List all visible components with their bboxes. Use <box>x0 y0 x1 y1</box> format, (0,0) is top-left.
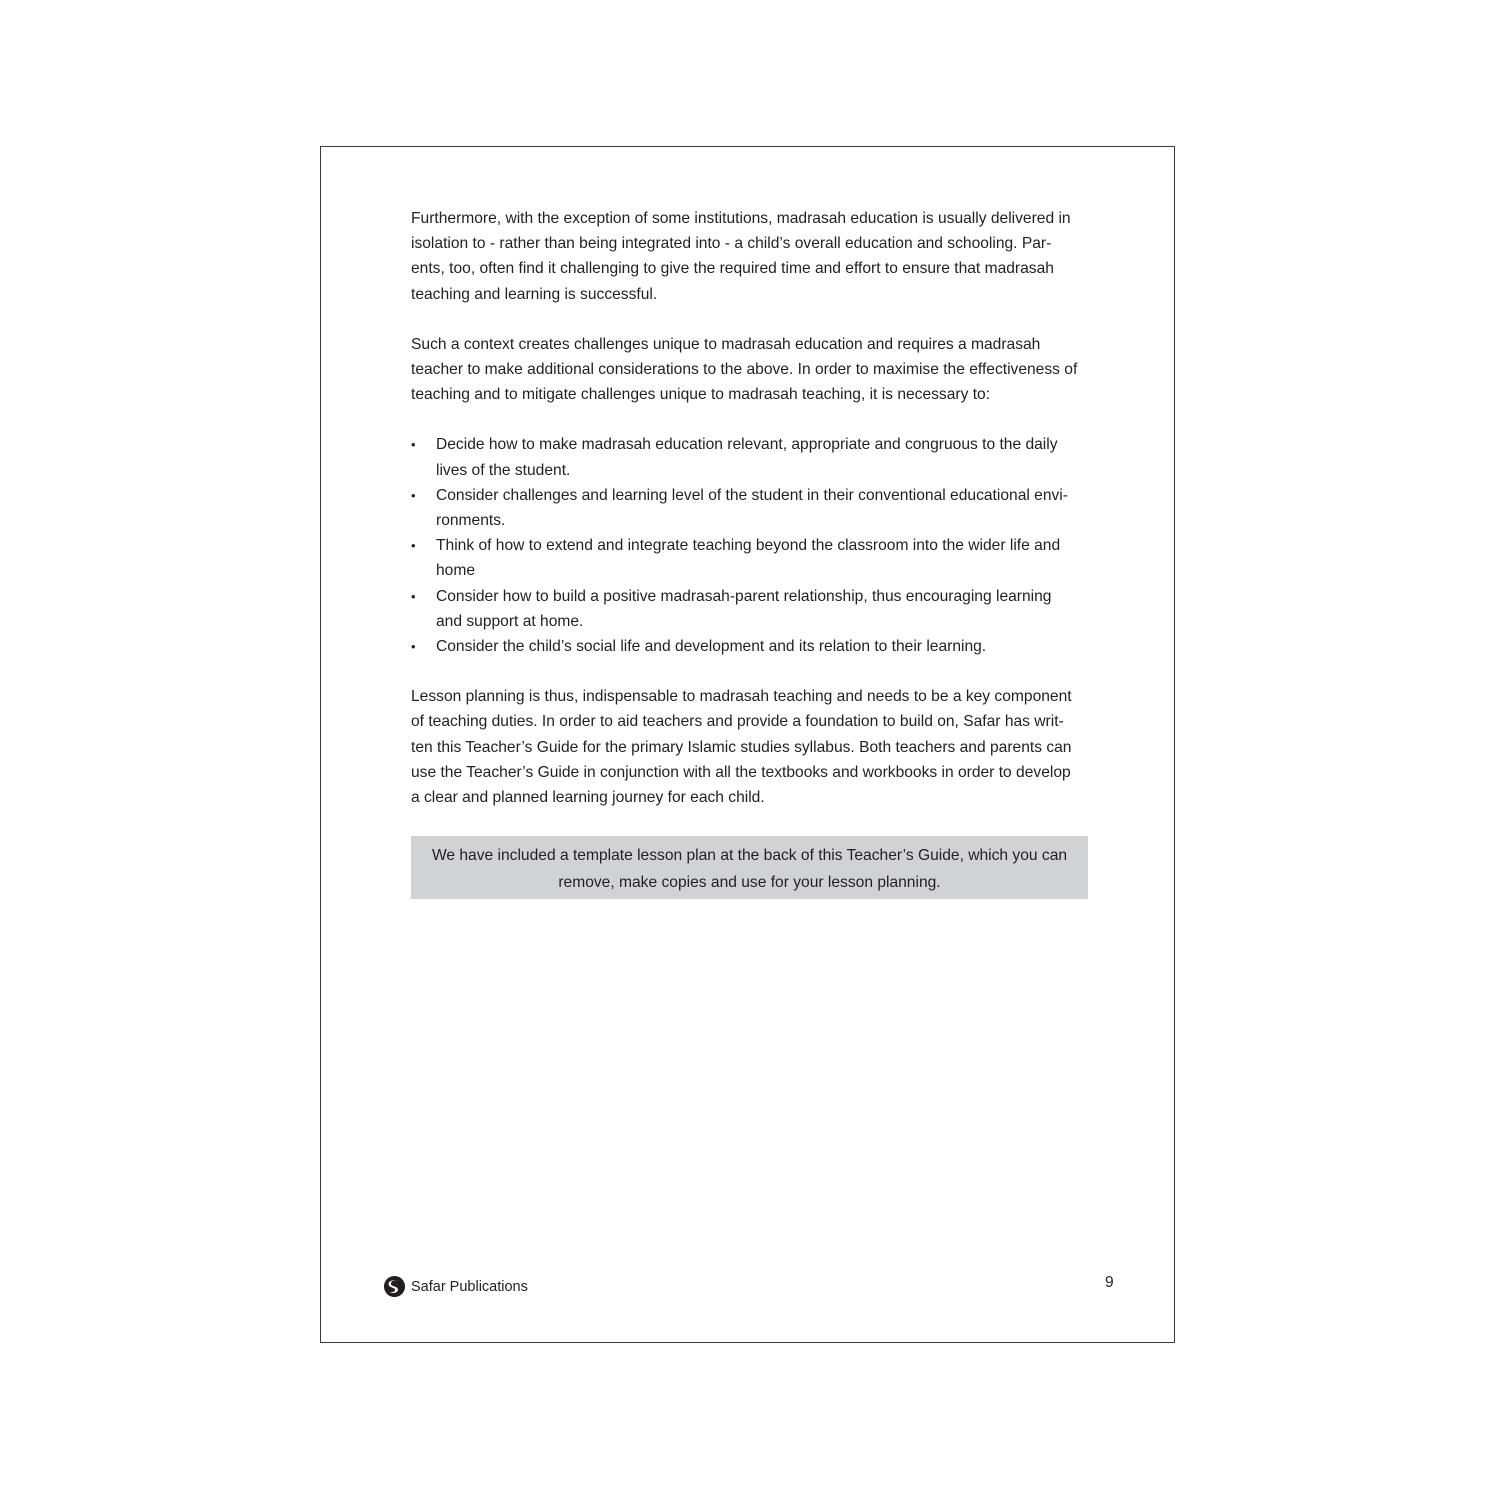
paragraph-context <box>411 206 1089 307</box>
page-number: 9 <box>1105 1274 1114 1291</box>
text-line: Decide how to make madrasah education relevant, appropriate and congruous to the daily <box>436 436 1058 454</box>
list-item <box>411 533 1089 583</box>
text-line: teacher to make additional considerations to the above. In order to maximise the effectiveness of <box>411 361 1078 379</box>
list-item <box>411 584 1089 634</box>
text-line: ronments. <box>436 512 506 530</box>
text-line: Consider how to build a positive madrasah-parent relationship, thus encouraging learning <box>436 587 1052 605</box>
text-line: Lesson planning is thus, indispensable to madrasah teaching and needs to be a key component <box>411 688 1072 706</box>
text-line: Think of how to extend and integrate teaching beyond the classroom into the wider life and <box>436 537 1061 555</box>
text-line: ten this Teacher’s Guide for the primary Islamic studies syllabus. Both teachers and parents can <box>411 738 1072 756</box>
text-line: of teaching duties. In order to aid teachers and provide a foundation to build on, Safar has writ- <box>411 713 1064 731</box>
list-item <box>411 634 1089 659</box>
footer-brand <box>383 1275 528 1298</box>
text-line: lives of the student. <box>436 461 571 479</box>
paragraph-lesson-planning <box>411 684 1089 810</box>
text-line: teaching and to mitigate challenges unique to madrasah teaching, it is necessary to: <box>411 386 991 404</box>
text-line: a clear and planned learning journey for each child. <box>411 789 765 807</box>
paragraph-challenges <box>411 332 1089 408</box>
necessity-list <box>411 432 1089 659</box>
text-line: and support at home. <box>436 612 584 630</box>
document-page <box>320 146 1175 1343</box>
text-line: Consider the child’s social life and development and its relation to their learning. <box>436 638 987 656</box>
text-line: Such a context creates challenges unique to madrasah education and requires a madrasah <box>411 335 1041 353</box>
text-line: ents, too, often find it challenging to give the required time and effort to ensure that madrasah <box>411 260 1054 278</box>
bullet-marker: • <box>411 437 416 453</box>
text-line: teaching and learning is successful. <box>411 285 658 303</box>
text-line: Furthermore, with the exception of some institutions, madrasah education is usually delivered in <box>411 210 1071 227</box>
list-item <box>411 483 1089 533</box>
text-line: isolation to - rather than being integrated into - a child’s overall education and schooling. Par- <box>411 235 1052 253</box>
text-line: home <box>436 562 476 580</box>
bullet-marker: • <box>411 538 416 554</box>
list-item <box>411 432 1089 482</box>
text-line: use the Teacher’s Guide in conjunction with all the textbooks and workbooks in order to develop <box>411 763 1071 781</box>
callout-line: We have included a template lesson plan at the back of this Teacher’s Guide, which you can <box>431 847 1068 864</box>
safar-logo-icon <box>383 1275 406 1298</box>
template-callout-box <box>411 836 1088 899</box>
bullet-marker: • <box>411 588 416 604</box>
callout-line: remove, make copies and use for your lesson planning. <box>558 873 941 891</box>
bullet-marker: • <box>411 639 416 655</box>
bullet-marker: • <box>411 487 416 503</box>
text-line: Consider challenges and learning level of the student in their conventional educational envi- <box>436 486 1068 504</box>
brand-name: Safar Publications <box>411 1278 528 1295</box>
page-body <box>411 206 1089 835</box>
